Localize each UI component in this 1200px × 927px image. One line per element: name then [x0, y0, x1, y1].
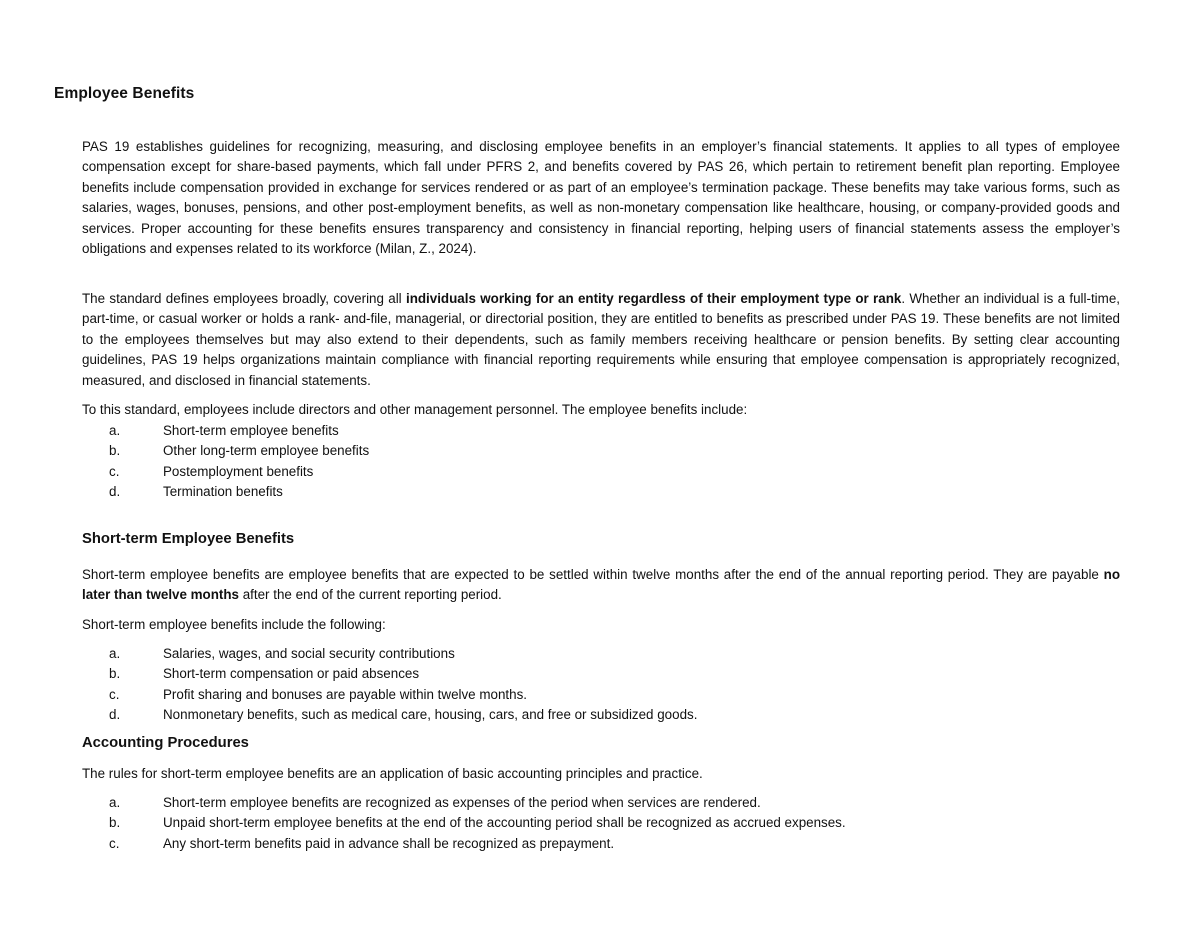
list-marker: a. [109, 646, 121, 661]
list-item-text: Short-term compensation or paid absences [163, 666, 420, 682]
intro-paragraph-1: PAS 19 establishes guidelines for recognizing, measuring, and disclosing employee benefits in an employer’s financial statements. It applies to all types of employee compensation except for share-based payments, which fall under PFRS 2, and benefits covered by PAS 26, which pertain to retirement benefit plan reporting. Employee benefits include compensation provided in exchange for services rendered or as part of an employee’s termination package. These benefits may take various forms, such as salaries, wages, bonuses, pensions, and other post-employment benefits, as well as non-monetary compensation like healthcare, housing, or company-provided goods and services. Proper accounting for these benefits ensures transparency and consistency in financial reporting, helping users of financial statements assess the employer’s obligations and expenses related to its workforce (Milan, Z., 2024). [82, 139, 1120, 257]
list-item-text: Profit sharing and bonuses are payable within twelve months. [163, 686, 527, 702]
list-item [82, 482, 1120, 502]
list-item-text: Salaries, wages, and social security contributions [163, 646, 455, 661]
page-title: Employee Benefits [54, 85, 195, 102]
accounting-procedures-heading: Accounting Procedures [82, 735, 249, 751]
list-marker: d. [109, 707, 121, 723]
short-term-heading: Short-term Employee Benefits [82, 531, 295, 547]
list-marker: d. [109, 484, 121, 500]
short-term-benefits-list [82, 644, 1120, 726]
list-marker: b. [109, 815, 121, 831]
list-marker: c. [109, 835, 120, 851]
intro-p2-text-start: The standard defines employees broadly, covering all [82, 291, 406, 306]
list-item-text: Short-term employee benefits [163, 423, 339, 438]
list-marker: c. [109, 463, 120, 479]
list-item [82, 813, 1120, 833]
list-item [82, 421, 1120, 441]
list-item-text: Postemployment benefits [163, 463, 314, 479]
list-item-text: Termination benefits [163, 484, 283, 500]
intro-paragraph-2 [82, 289, 1120, 391]
benefit-types-list [82, 421, 1120, 503]
intro-p2-emphasis: individuals working for an entity regardless of their employment type or rank [405, 291, 902, 306]
short-term-paragraph-2: Short-term employee benefits include the following: [82, 617, 386, 632]
short-term-paragraph-1 [82, 565, 1120, 606]
accounting-rules-list [82, 793, 1120, 854]
list-item [82, 441, 1120, 461]
list-item [82, 685, 1120, 705]
list-item [82, 705, 1120, 725]
short-term-p1-emphasis: no later than twelve months [82, 567, 1120, 603]
list-item-text: Nonmonetary benefits, such as medical care, housing, cars, and free or subsidized goods. [163, 707, 698, 723]
list-item-text: Unpaid short-term employee benefits at the end of the accounting period shall be recognized as accrued expenses. [163, 815, 846, 831]
list-item-text: Any short-term benefits paid in advance shall be recognized as prepayment. [163, 835, 615, 851]
list-marker: b. [109, 443, 121, 459]
list-marker: a. [109, 423, 121, 438]
list-item-text: Other long-term employee benefits [163, 443, 370, 459]
list-marker: c. [109, 686, 120, 702]
intro-paragraph-3: To this standard, employees include directors and other management personnel. The employee benefits include: [82, 402, 748, 417]
accounting-paragraph-1: The rules for short-term employee benefits are an application of basic accounting principles and practice. [82, 766, 703, 781]
short-term-p1-text-end: after the end of the current reporting period. [239, 587, 502, 603]
short-term-p1-text-start: Short-term employee benefits are employee benefits that are expected to be settled within twelve months after the end of the annual reporting period. They are payable [82, 567, 1104, 582]
intro-p2-text-end: . Whether an individual is a full-time, part-time, or casual worker or holds a rank- and-file, managerial, or directorial position, they are entitled to benefits as prescribed under PAS 19. These benefits are not limited to the employees themselves but may also extend to their dependents, such as family members receiving healthcare or pension benefits. By setting clear accounting guidelines, PAS 19 helps organizations maintain compliance with financial reporting requirements while ensuring that employee compensation is appropriately recognized, measured, and disclosed in financial statements. [82, 291, 1120, 388]
list-marker: b. [109, 666, 121, 682]
list-item [82, 462, 1120, 482]
list-item [82, 664, 1120, 684]
list-item-text: Short-term employee benefits are recognized as expenses of the period when services are rendered. [163, 795, 761, 810]
list-marker: a. [109, 795, 121, 810]
list-item [82, 644, 1120, 664]
list-item [82, 834, 1120, 854]
list-item [82, 793, 1120, 813]
